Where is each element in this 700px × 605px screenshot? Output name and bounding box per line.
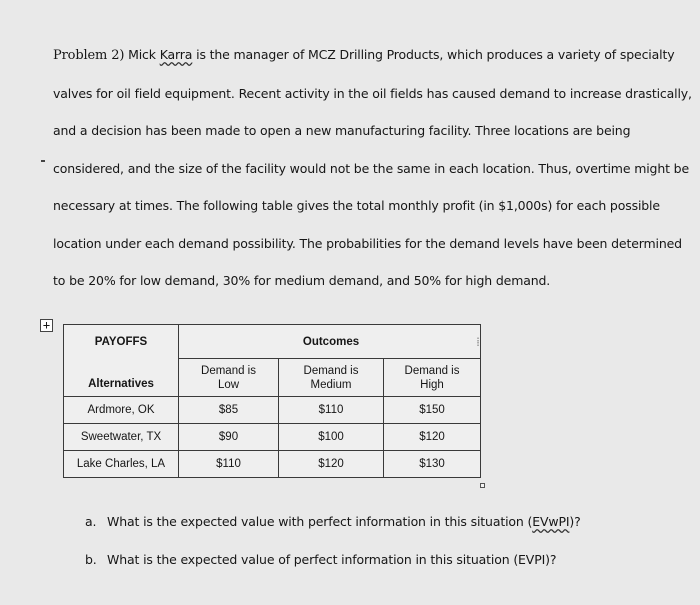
alternatives-header: Alternatives [64, 359, 179, 397]
payoff-cell: $130 [384, 451, 481, 478]
table-resize-handle[interactable] [480, 483, 485, 488]
question-a: a. What is the expected value with perfect information in this situation (EVwPI)? [85, 512, 581, 550]
alternative-name: Lake Charles, LA [64, 451, 179, 478]
problem-line-4: considered, and the size of the facility would not be the same in each location. Thus, overtime might be [53, 160, 689, 176]
payoff-cell: $85 [179, 397, 279, 424]
alternative-name: Ardmore, OK [64, 397, 179, 424]
question-list [85, 512, 581, 588]
demand-medium-header: Demand is Medium [279, 359, 384, 397]
payoff-cell: $110 [279, 397, 384, 424]
problem-line-6: location under each demand possibility. The probabilities for the demand levels have been determined [53, 235, 682, 251]
demand-low-header: Demand is Low [179, 359, 279, 397]
payoff-cell: $120 [384, 424, 481, 451]
payoff-cell: $110 [179, 451, 279, 478]
table-row [64, 424, 481, 451]
term-evwpi: EVwPI [532, 514, 570, 529]
table-row [64, 397, 481, 424]
question-letter: b. [85, 552, 97, 567]
table-move-handle-icon[interactable]: + [40, 319, 53, 332]
question-letter: a. [85, 514, 97, 529]
problem-label: Problem 2) [53, 48, 125, 63]
problem-line-3: and a decision has been made to open a new manufacturing facility. Three locations are being [53, 123, 631, 138]
question-b: b. What is the expected value of perfect information in this situation (EVPI)? [85, 550, 581, 588]
problem-line-2: valves for oil field equipment. Recent activity in the oil fields has caused demand to increase drastically, [53, 85, 692, 101]
header-blank [179, 325, 279, 359]
payoff-cell: $100 [279, 424, 384, 451]
problem-line-5: necessary at times. The following table gives the total monthly profit (in $1,000s) for each possible [53, 198, 660, 213]
payoff-table [63, 324, 481, 478]
problem-line-7: to be 20% for low demand, 30% for medium demand, and 50% for high demand. [53, 273, 551, 288]
payoff-cell: $120 [279, 451, 384, 478]
header-blank-right [384, 325, 481, 359]
demand-high-header: Demand is High [384, 359, 481, 397]
margin-mark [41, 160, 45, 162]
table-row [64, 451, 481, 478]
alternative-name: Sweetwater, TX [64, 424, 179, 451]
payoff-cell: $90 [179, 424, 279, 451]
column-resize-grip-icon[interactable]: ⁞ [476, 335, 480, 349]
outcomes-header: Outcomes [279, 325, 384, 359]
problem-line-1: Problem 2) Mick Karra is the manager of MCZ Drilling Products, which produces a variety of specialty [53, 47, 675, 63]
payoff-cell: $150 [384, 397, 481, 424]
name-karra: Karra [159, 47, 193, 62]
payoffs-header: PAYOFFS [64, 325, 179, 359]
problem-statement [53, 36, 692, 300]
